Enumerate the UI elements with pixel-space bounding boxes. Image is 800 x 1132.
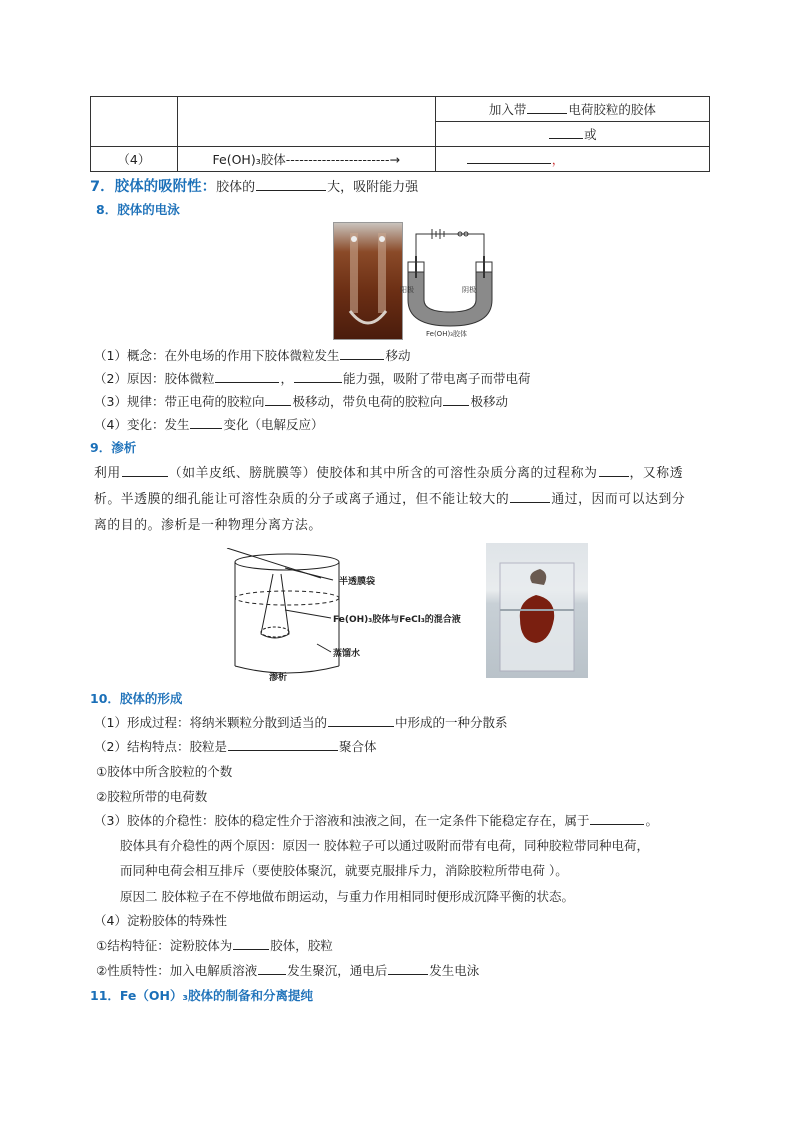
figure-caption: 渗析 bbox=[269, 673, 288, 683]
body-text: （4）淀粉胶体的特殊性 bbox=[94, 913, 227, 928]
body-text: 移动 bbox=[385, 348, 411, 363]
property-table bbox=[90, 96, 710, 172]
fill-blank bbox=[590, 811, 644, 825]
fill-blank bbox=[443, 392, 469, 406]
section-7 bbox=[90, 175, 418, 196]
fill-blank bbox=[233, 936, 269, 950]
table-cell bbox=[91, 97, 178, 147]
fill-blank bbox=[215, 369, 279, 383]
bag-label: 半透膜袋 bbox=[339, 577, 376, 587]
mixture-label: Fe(OH)₃胶体与FeCl₃的混合液 bbox=[333, 615, 461, 625]
body-text: ②胶粒所带的电荷数 bbox=[96, 789, 208, 804]
body-text: 胶体，胶粒 bbox=[270, 938, 333, 953]
s10-line bbox=[94, 811, 658, 829]
body-text: （3）胶体的介稳性：胶体的稳定性介于溶液和浊液之间，在一定条件下能稳定存在，属于 bbox=[94, 813, 590, 828]
dialysis-diagram bbox=[225, 548, 487, 684]
anode-label: 阳极 bbox=[400, 286, 414, 294]
dialysis-photo bbox=[486, 543, 588, 678]
body-text: （2）结构特点：胶粒是 bbox=[94, 739, 227, 754]
fill-blank bbox=[549, 125, 583, 139]
cell-text: ， bbox=[551, 152, 565, 167]
fill-blank bbox=[510, 489, 550, 503]
s10-line bbox=[96, 961, 479, 979]
cathode-label: 阴极 bbox=[462, 286, 476, 294]
body-text: （2）原因：胶体微粒 bbox=[94, 371, 215, 386]
fill-blank bbox=[256, 177, 326, 191]
body-text: 利用 bbox=[94, 466, 121, 481]
body-text: 原因二 胶体粒子在不停地做布朗运动，与重力作用相同时便形成沉降平衡的状态。 bbox=[120, 889, 574, 904]
section-heading: 9．渗析 bbox=[90, 440, 137, 455]
fill-blank bbox=[294, 369, 342, 383]
fill-blank bbox=[467, 150, 551, 164]
body-text: 离的目的。渗析是一种物理分离方法。 bbox=[94, 518, 322, 533]
section-heading: 8．胶体的电泳 bbox=[96, 202, 180, 217]
s8-item-4 bbox=[94, 415, 323, 433]
body-text: 中形成的一种分散系 bbox=[394, 715, 508, 730]
section-heading: 11．Fe（OH）₃胶体的制备和分离提纯 bbox=[90, 988, 313, 1003]
body-text: ， bbox=[280, 371, 293, 386]
fill-blank bbox=[258, 961, 286, 975]
s10-line bbox=[94, 713, 507, 731]
fill-blank bbox=[122, 463, 168, 477]
body-text: （1）概念：在外电场的作用下胶体微粒发生 bbox=[94, 348, 340, 363]
body-text: ①胶体中所含胶粒的个数 bbox=[96, 764, 233, 779]
body-text: （3）规律：带正电荷的胶粒向 bbox=[94, 394, 265, 409]
body-text: 胶体的 bbox=[216, 180, 256, 195]
fill-blank bbox=[388, 961, 428, 975]
body-text: 大，吸附能力强 bbox=[327, 180, 419, 195]
body-text: ①结构特征：淀粉胶体为 bbox=[96, 938, 233, 953]
figure-caption: Fe(OH)₃胶体 bbox=[426, 330, 467, 338]
electrophoresis-diagram bbox=[400, 226, 500, 338]
table-cell bbox=[91, 147, 178, 172]
electrophoresis-photo bbox=[333, 222, 403, 340]
table-cell bbox=[435, 147, 709, 172]
body-text: （4）变化：发生 bbox=[94, 417, 190, 432]
s8-item-2 bbox=[94, 369, 531, 387]
fill-blank bbox=[228, 737, 338, 751]
fill-blank bbox=[190, 415, 222, 429]
body-text: 能力强，吸附了带电离子而带电荷 bbox=[342, 371, 531, 386]
body-text: 极移动，带负电荷的胶粒向 bbox=[292, 394, 443, 409]
body-text: 析。半透膜的细孔能让可溶性杂质的分子或离子通过，但不能让较大的 bbox=[94, 492, 510, 507]
body-text: 发生电泳 bbox=[429, 963, 480, 978]
fill-blank bbox=[340, 346, 384, 360]
s8-item-1 bbox=[94, 346, 410, 364]
s9-paragraph bbox=[94, 461, 719, 539]
s10-line bbox=[96, 936, 333, 954]
body-text: 聚合体 bbox=[338, 739, 377, 754]
body-text: 变化（电解反应） bbox=[223, 417, 324, 432]
cell-text: 加入带 bbox=[488, 102, 527, 117]
s8-item-3 bbox=[94, 392, 508, 410]
fill-blank bbox=[265, 392, 291, 406]
fill-blank bbox=[328, 713, 394, 727]
cell-text: Fe(OH)₃胶体-----------------------→ bbox=[212, 152, 400, 167]
cell-text: 电荷胶粒的胶体 bbox=[568, 102, 656, 117]
beaker-photo-icon bbox=[486, 543, 588, 678]
cell-text: 或 bbox=[584, 127, 597, 142]
body-text: ，又称透 bbox=[629, 466, 684, 481]
body-text: 极移动 bbox=[470, 394, 508, 409]
u-tube-photo-icon bbox=[334, 223, 402, 339]
fill-blank bbox=[527, 100, 567, 114]
body-text: （1）形成过程：将纳米颗粒分散到适当的 bbox=[94, 715, 327, 730]
table-cell bbox=[177, 97, 435, 147]
body-text: 胶体具有介稳性的两个原因：原因一 胶体粒子可以通过吸附而带有电荷，同种胶粒带同种电荷， bbox=[120, 838, 649, 853]
body-text: 。 bbox=[645, 813, 658, 828]
body-text: 发生聚沉，通电后 bbox=[287, 963, 388, 978]
fill-blank bbox=[599, 463, 629, 477]
s10-line bbox=[94, 737, 376, 755]
body-text: （如羊皮纸、膀胱膜等）使胶体和其中所含的可溶性杂质分离的过程称为 bbox=[168, 466, 598, 481]
section-heading: 7．胶体的吸附性： bbox=[90, 179, 217, 195]
section-heading: 10．胶体的形成 bbox=[90, 691, 183, 706]
water-label: 蒸馏水 bbox=[333, 649, 361, 659]
cell-text: （4） bbox=[117, 152, 151, 167]
body-text: ②性质特性：加入电解质溶液 bbox=[96, 963, 258, 978]
body-text: 通过，因而可以达到分 bbox=[551, 492, 686, 507]
table-cell bbox=[435, 122, 709, 147]
table-cell bbox=[177, 147, 435, 172]
table-cell bbox=[435, 97, 709, 122]
body-text: 而同种电荷会相互排斥（要使胶体聚沉，就要克服排斥力，消除胶粒所带电荷 ）。 bbox=[120, 863, 568, 878]
